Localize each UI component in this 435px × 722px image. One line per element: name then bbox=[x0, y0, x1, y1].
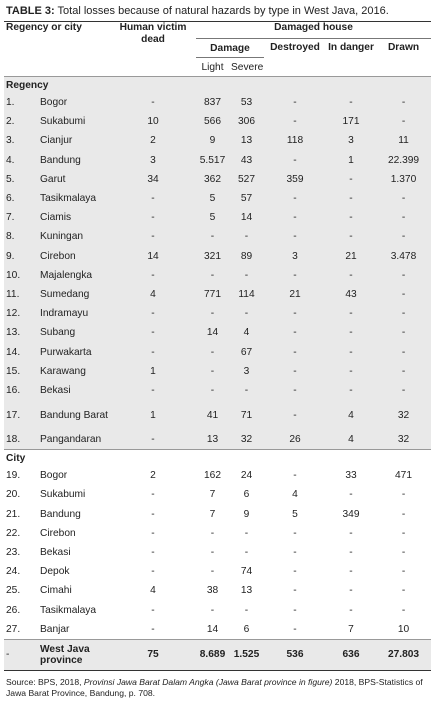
value-cell: - bbox=[349, 97, 353, 109]
value-cell: - bbox=[151, 623, 155, 635]
value-cell: 24 bbox=[240, 470, 253, 482]
value-cell: - bbox=[349, 365, 353, 377]
value-cell: - bbox=[349, 193, 353, 205]
value-cell: 38 bbox=[206, 585, 219, 597]
region-name: Kuningan bbox=[40, 231, 84, 243]
value-cell: 114 bbox=[238, 288, 255, 300]
region-name: Bandung bbox=[40, 154, 81, 166]
row-number: 10. bbox=[6, 269, 21, 281]
value-cell: - bbox=[244, 308, 249, 320]
value-cell: - bbox=[349, 489, 353, 501]
row-number: 25. bbox=[6, 585, 21, 597]
value-cell: - bbox=[293, 154, 297, 166]
row-number: 27. bbox=[6, 623, 21, 635]
region-name: Bandung bbox=[40, 508, 81, 520]
value-cell: 26 bbox=[289, 434, 301, 446]
value-cell: - bbox=[210, 365, 215, 377]
value-cell: - bbox=[151, 508, 155, 520]
value-cell: - bbox=[349, 173, 353, 185]
value-cell: - bbox=[210, 566, 215, 578]
value-cell: - bbox=[293, 231, 297, 243]
value-cell: - bbox=[244, 527, 249, 539]
table-row bbox=[4, 342, 431, 361]
total-row bbox=[4, 639, 431, 670]
table-row bbox=[4, 247, 431, 266]
value-cell: - bbox=[293, 527, 297, 539]
value-cell: 32 bbox=[397, 434, 410, 446]
table-row bbox=[4, 430, 431, 450]
value-cell: - bbox=[349, 231, 353, 243]
region-name: Purwakarta bbox=[40, 346, 92, 358]
value-cell: 71 bbox=[240, 409, 253, 421]
value-cell: 771 bbox=[204, 288, 221, 300]
row-number: 14. bbox=[6, 346, 21, 358]
row-number: 9. bbox=[6, 250, 15, 262]
table-row bbox=[4, 466, 431, 485]
value-cell: 306 bbox=[238, 116, 255, 128]
value-cell: 162 bbox=[204, 470, 221, 482]
value-cell: - bbox=[293, 346, 297, 358]
value-cell: 321 bbox=[204, 250, 221, 262]
value-cell: - bbox=[210, 269, 215, 281]
region-name: Bogor bbox=[40, 470, 68, 482]
value-cell: 7 bbox=[348, 623, 354, 635]
header-damaged-house: Damaged house bbox=[196, 22, 431, 39]
header-in-danger: In danger bbox=[328, 42, 374, 53]
value-cell: 5 bbox=[209, 193, 216, 205]
value-cell: 118 bbox=[286, 135, 304, 147]
value-cell: 13 bbox=[240, 135, 253, 147]
value-cell: - bbox=[244, 231, 249, 243]
value-cell: - bbox=[210, 231, 215, 243]
value-cell: - bbox=[401, 365, 406, 377]
table-row bbox=[4, 601, 431, 620]
value-cell: - bbox=[401, 97, 406, 109]
value-cell: - bbox=[293, 97, 297, 109]
source-title: Provinsi Jawa Barat Dalam Angka (Jawa Barat province in figure) bbox=[83, 676, 333, 687]
table-caption bbox=[6, 4, 431, 18]
value-cell: 1 bbox=[150, 409, 156, 421]
value-cell: - bbox=[151, 527, 155, 539]
value-cell: - bbox=[349, 585, 353, 597]
header-human-victim-dead: Human victim dead bbox=[119, 22, 187, 45]
value-cell: 1 bbox=[150, 365, 156, 377]
value-cell: - bbox=[210, 604, 215, 616]
value-cell: - bbox=[293, 327, 297, 339]
value-cell: 21 bbox=[289, 288, 301, 300]
row-number: 6. bbox=[6, 193, 15, 205]
value-cell: - bbox=[293, 269, 297, 281]
region-name: Banjar bbox=[40, 623, 70, 635]
value-cell: - bbox=[401, 547, 406, 559]
value-cell: 171 bbox=[342, 116, 360, 128]
table-row bbox=[4, 362, 431, 381]
table-row bbox=[4, 266, 431, 285]
table-row bbox=[4, 170, 431, 189]
value-cell: 10 bbox=[397, 623, 410, 635]
region-name: Ciamis bbox=[40, 212, 72, 224]
row-number: 17. bbox=[6, 409, 21, 421]
value-cell: 3 bbox=[348, 135, 354, 147]
value-cell: - bbox=[293, 308, 297, 320]
value-cell: 2 bbox=[150, 470, 156, 482]
row-number: 24. bbox=[6, 566, 21, 578]
value-cell: - bbox=[244, 547, 249, 559]
value-cell: 3.478 bbox=[390, 250, 417, 262]
value-cell: - bbox=[349, 566, 353, 578]
value-cell: - bbox=[151, 566, 155, 578]
row-number: 11. bbox=[6, 288, 20, 300]
value-cell: - bbox=[151, 547, 155, 559]
value-cell: - bbox=[151, 346, 155, 358]
table-row bbox=[4, 524, 431, 543]
region-name: Sukabumi bbox=[40, 116, 86, 128]
source-note bbox=[6, 677, 431, 699]
value-cell: - bbox=[349, 346, 353, 358]
region-name: Cirebon bbox=[40, 527, 76, 539]
region-name: Depok bbox=[40, 566, 70, 578]
source-prefix: Source: BPS, 2018, bbox=[6, 676, 84, 687]
value-cell: 4 bbox=[292, 489, 298, 501]
value-cell: - bbox=[210, 384, 215, 396]
value-cell: - bbox=[349, 269, 353, 281]
value-cell: - bbox=[151, 231, 155, 243]
row-number: 19. bbox=[6, 470, 21, 482]
value-cell: - bbox=[401, 193, 406, 205]
value-cell: - bbox=[401, 116, 406, 128]
caption-label: TABLE 3: bbox=[6, 5, 55, 17]
region-name: Cirebon bbox=[40, 250, 76, 262]
table-row bbox=[4, 112, 431, 131]
value-cell: 32 bbox=[397, 409, 410, 421]
value-cell: - bbox=[401, 231, 406, 243]
value-cell: - bbox=[293, 566, 297, 578]
value-cell: - bbox=[401, 384, 406, 396]
row-number: 18. bbox=[6, 434, 21, 446]
value-cell: 6 bbox=[243, 489, 250, 501]
value-cell: 6 bbox=[243, 623, 250, 635]
region-name: Tasikmalaya bbox=[40, 193, 97, 205]
value-cell: - bbox=[151, 97, 155, 109]
section-row bbox=[4, 77, 431, 94]
header-severe: Severe bbox=[231, 61, 264, 73]
value-cell: 11 bbox=[398, 135, 409, 147]
value-cell: 837 bbox=[204, 97, 221, 109]
row-number: 12. bbox=[6, 308, 21, 320]
header-damage: Damage bbox=[196, 39, 264, 58]
total-value: - bbox=[4, 639, 38, 670]
value-cell: 3 bbox=[292, 250, 298, 262]
table-row bbox=[4, 381, 431, 400]
value-cell: - bbox=[293, 212, 297, 224]
value-cell: 74 bbox=[240, 566, 253, 578]
value-cell: 566 bbox=[204, 116, 221, 128]
value-cell: - bbox=[349, 527, 353, 539]
region-name: Majalengka bbox=[40, 269, 93, 281]
table-row bbox=[4, 131, 431, 150]
value-cell: - bbox=[151, 604, 155, 616]
value-cell: 14 bbox=[240, 212, 253, 224]
row-number: 4. bbox=[6, 154, 15, 166]
value-cell: 43 bbox=[345, 288, 357, 300]
total-value: 636 bbox=[326, 639, 376, 670]
value-cell: 3 bbox=[243, 365, 250, 377]
value-cell: 43 bbox=[240, 154, 253, 166]
row-number: 7. bbox=[6, 212, 15, 224]
value-cell: - bbox=[401, 489, 406, 501]
value-cell: 4 bbox=[348, 434, 354, 446]
value-cell: - bbox=[151, 489, 155, 501]
value-cell: - bbox=[151, 308, 155, 320]
row-number: 8. bbox=[6, 231, 15, 243]
row-number: 21. bbox=[6, 508, 21, 520]
value-cell: - bbox=[244, 384, 249, 396]
value-cell: 7 bbox=[209, 489, 216, 501]
value-cell: 2 bbox=[150, 135, 156, 147]
value-cell: - bbox=[401, 212, 406, 224]
table-row bbox=[4, 543, 431, 562]
value-cell: - bbox=[293, 547, 297, 559]
region-name: Cimahi bbox=[40, 585, 72, 597]
row-number: 22. bbox=[6, 527, 21, 539]
value-cell: - bbox=[151, 327, 155, 339]
source-suffix: 2018, BPS-Statistics of Jawa Barat Province, Bandung, p. 708. bbox=[6, 676, 423, 698]
value-cell: 5 bbox=[292, 508, 298, 520]
total-value: 75 bbox=[110, 639, 196, 670]
table-row bbox=[4, 581, 431, 600]
total-value: 8.689 bbox=[196, 639, 229, 670]
value-cell: - bbox=[349, 547, 353, 559]
value-cell: - bbox=[401, 308, 406, 320]
table-row bbox=[4, 400, 431, 430]
value-cell: 5 bbox=[209, 212, 216, 224]
value-cell: - bbox=[293, 365, 297, 377]
value-cell: 527 bbox=[238, 173, 255, 185]
value-cell: - bbox=[401, 327, 406, 339]
table-row bbox=[4, 304, 431, 323]
table-row bbox=[4, 485, 431, 504]
value-cell: - bbox=[401, 288, 406, 300]
losses-table bbox=[4, 21, 431, 671]
table-row bbox=[4, 505, 431, 524]
region-name: Pangandaran bbox=[40, 434, 102, 446]
value-cell: - bbox=[401, 604, 406, 616]
row-number: 16. bbox=[6, 384, 21, 396]
caption-text: Total losses because of natural hazards by type in West Java, 2016. bbox=[54, 5, 389, 17]
value-cell: - bbox=[293, 193, 297, 205]
value-cell: - bbox=[401, 269, 406, 281]
value-cell: - bbox=[244, 269, 249, 281]
row-number: 26. bbox=[6, 604, 21, 616]
value-cell: 362 bbox=[204, 173, 221, 185]
value-cell: - bbox=[293, 623, 297, 635]
total-value: 536 bbox=[264, 639, 326, 670]
region-name: Sumedang bbox=[40, 288, 90, 300]
value-cell: 22.399 bbox=[387, 154, 420, 166]
header-regency-or-city: Regency or city bbox=[6, 22, 82, 33]
value-cell: - bbox=[293, 116, 297, 128]
value-cell: 7 bbox=[209, 508, 216, 520]
table-row bbox=[4, 93, 431, 112]
table-row bbox=[4, 620, 431, 640]
value-cell: - bbox=[210, 527, 215, 539]
value-cell: 13 bbox=[206, 434, 219, 446]
value-cell: - bbox=[349, 308, 353, 320]
value-cell: 4 bbox=[150, 288, 156, 300]
value-cell: - bbox=[401, 346, 406, 358]
region-name: Garut bbox=[40, 173, 66, 185]
value-cell: - bbox=[151, 434, 155, 446]
value-cell: 1 bbox=[348, 154, 354, 166]
value-cell: 359 bbox=[286, 173, 304, 185]
header-drawn: Drawn bbox=[387, 42, 420, 53]
table-body bbox=[4, 77, 431, 671]
table-row bbox=[4, 189, 431, 208]
row-number: 1. bbox=[6, 97, 15, 109]
region-name: Karawang bbox=[40, 365, 86, 377]
value-cell: - bbox=[349, 212, 353, 224]
region-name: Subang bbox=[40, 327, 76, 339]
row-number: 20. bbox=[6, 489, 21, 501]
section-title: City bbox=[6, 452, 26, 464]
value-cell: - bbox=[210, 346, 215, 358]
value-cell: - bbox=[151, 269, 155, 281]
value-cell: 32 bbox=[240, 434, 253, 446]
value-cell: 34 bbox=[147, 173, 159, 185]
region-name: Tasikmalaya bbox=[40, 604, 97, 616]
table-row bbox=[4, 208, 431, 227]
value-cell: - bbox=[151, 384, 155, 396]
header-destroyed: Destroyed bbox=[270, 42, 320, 53]
row-number: 15. bbox=[6, 365, 21, 377]
value-cell: - bbox=[293, 585, 297, 597]
total-value: 1.525 bbox=[229, 639, 264, 670]
value-cell: 4 bbox=[243, 327, 250, 339]
row-number: 23. bbox=[6, 547, 21, 559]
value-cell: 14 bbox=[147, 250, 159, 262]
value-cell: - bbox=[293, 470, 297, 482]
value-cell: 471 bbox=[395, 470, 413, 482]
region-name: Indramayu bbox=[40, 308, 89, 320]
row-number: 13. bbox=[6, 327, 21, 339]
value-cell: - bbox=[151, 193, 155, 205]
value-cell: - bbox=[244, 604, 249, 616]
value-cell: 53 bbox=[240, 97, 253, 109]
value-cell: 13 bbox=[240, 585, 253, 597]
value-cell: 349 bbox=[342, 508, 360, 520]
value-cell: - bbox=[401, 566, 406, 578]
region-name: Sukabumi bbox=[40, 489, 86, 501]
region-name: Bandung Barat bbox=[40, 409, 108, 421]
table-row bbox=[4, 562, 431, 581]
value-cell: - bbox=[349, 384, 353, 396]
row-number: 3. bbox=[6, 135, 15, 147]
section-title: Regency bbox=[6, 79, 49, 91]
table-row bbox=[4, 323, 431, 342]
value-cell: 9 bbox=[209, 135, 216, 147]
value-cell: 41 bbox=[206, 409, 219, 421]
value-cell: 5.517 bbox=[199, 154, 226, 166]
total-label: West Java province bbox=[38, 639, 110, 670]
value-cell: 89 bbox=[240, 250, 253, 262]
region-name: Cianjur bbox=[40, 135, 73, 147]
value-cell: 4 bbox=[348, 409, 354, 421]
value-cell: - bbox=[401, 527, 406, 539]
value-cell: 4 bbox=[150, 585, 156, 597]
value-cell: 1.370 bbox=[390, 173, 417, 185]
value-cell: 57 bbox=[240, 193, 253, 205]
value-cell: - bbox=[401, 508, 406, 520]
value-cell: - bbox=[349, 604, 353, 616]
region-name: Bekasi bbox=[40, 547, 71, 559]
value-cell: 21 bbox=[345, 250, 357, 262]
section-row bbox=[4, 450, 431, 467]
value-cell: 10 bbox=[147, 116, 159, 128]
region-name: Bogor bbox=[40, 97, 68, 109]
value-cell: - bbox=[401, 585, 406, 597]
row-number: 5. bbox=[6, 173, 15, 185]
value-cell: 9 bbox=[243, 508, 250, 520]
value-cell: - bbox=[293, 409, 297, 421]
table-row bbox=[4, 151, 431, 170]
value-cell: 33 bbox=[345, 470, 357, 482]
table-row bbox=[4, 227, 431, 246]
value-cell: - bbox=[210, 308, 215, 320]
row-number: 2. bbox=[6, 116, 15, 128]
header-light: Light bbox=[201, 61, 224, 73]
value-cell: - bbox=[151, 212, 155, 224]
value-cell: 67 bbox=[240, 346, 253, 358]
value-cell: - bbox=[293, 384, 297, 396]
total-value: 27.803 bbox=[376, 639, 431, 670]
value-cell: 14 bbox=[206, 623, 219, 635]
region-name: Bekasi bbox=[40, 384, 71, 396]
value-cell: - bbox=[293, 604, 297, 616]
value-cell: 3 bbox=[150, 154, 156, 166]
value-cell: - bbox=[349, 327, 353, 339]
table-header bbox=[4, 22, 431, 77]
table-row bbox=[4, 285, 431, 304]
value-cell: 14 bbox=[206, 327, 219, 339]
value-cell: - bbox=[210, 547, 215, 559]
